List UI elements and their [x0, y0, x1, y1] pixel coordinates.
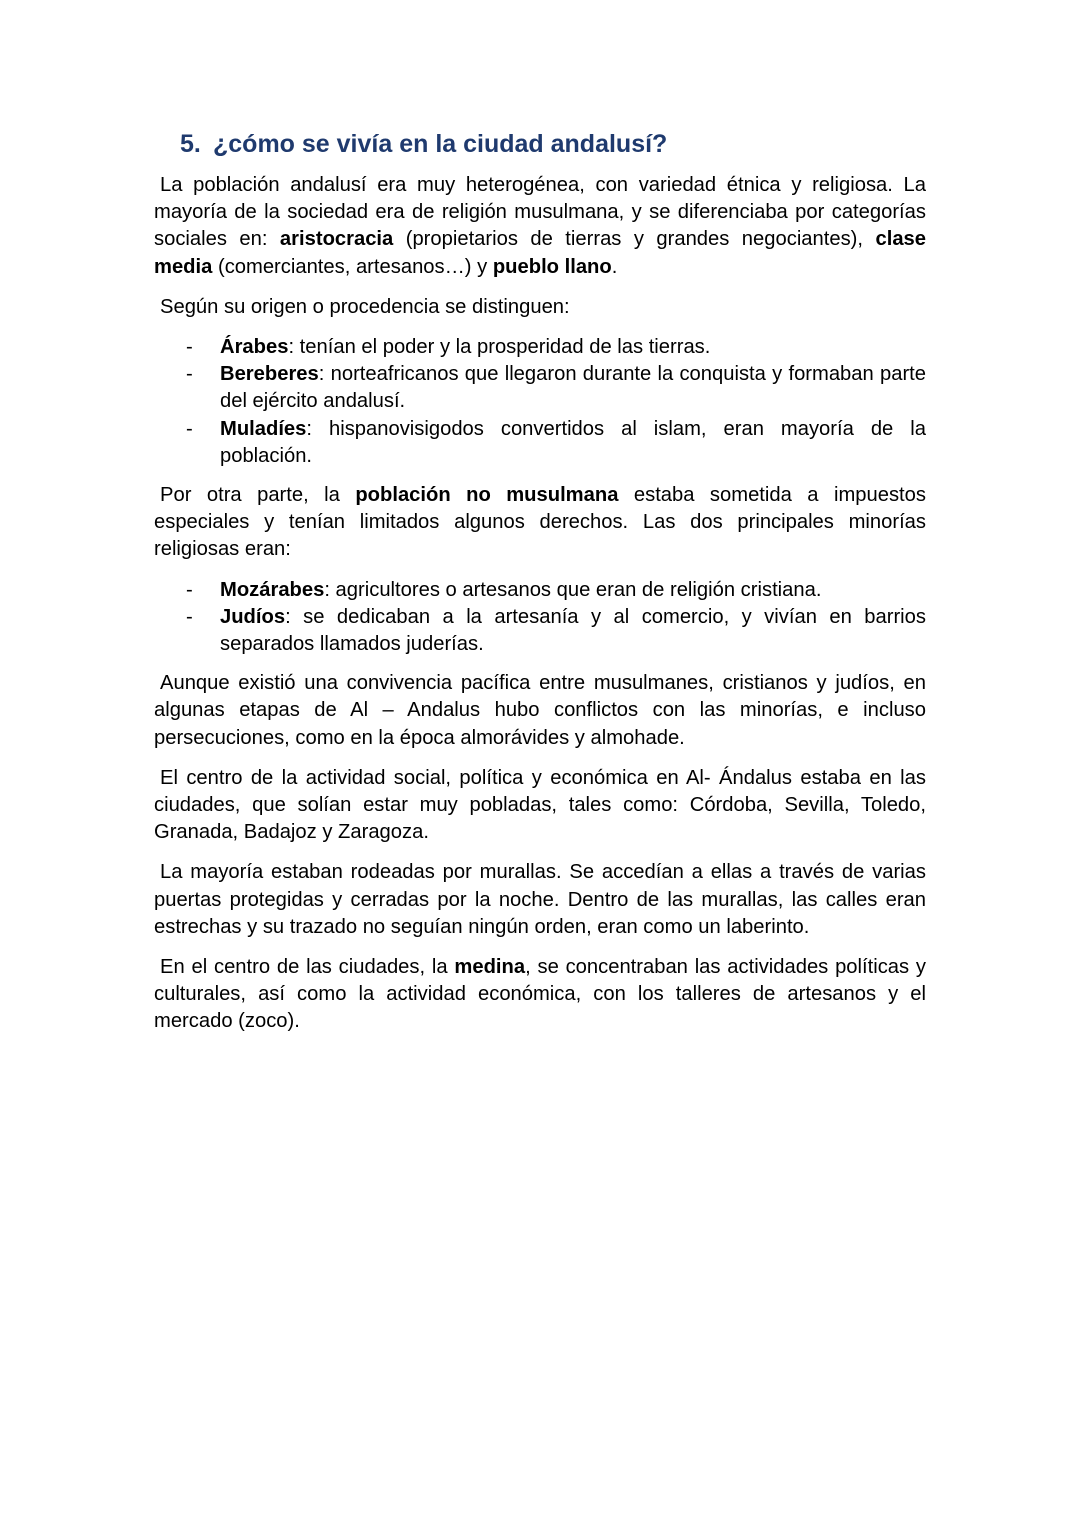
text-run: En el centro de las ciudades, la [160, 956, 455, 979]
list-item-term: Judíos [220, 605, 286, 628]
list-item-arabes [154, 334, 926, 361]
text-run: , se concentraban las actividades políticas y culturales, así como la actividad económica, con los talleres de artesanos y el mercado (zoco). [154, 956, 926, 1033]
list-item-judios [154, 604, 926, 658]
paragraph-coexistence: Aunque existió una convivencia pacífica entre musulmanes, cristianos y judíos, en algunas etapas de Al – Andalus hubo conflictos con las minorías, e incluso persecuciones, como en la época almorávides y almohade. [154, 672, 926, 749]
list-item-text: : se dedicaban a la artesanía y al comercio, y vivían en barrios separados llamados juderías. [220, 605, 926, 656]
text-run: estaba sometida a impuestos especiales y tenían limitados algunos derechos. Las dos principales minorías religiosas eran: [154, 484, 926, 561]
bold-term-clase-media: clase media [154, 228, 927, 278]
dash-bullet: - [186, 605, 193, 628]
document-page [154, 126, 926, 1049]
bold-term-medina: medina [454, 956, 526, 979]
paragraph-non-muslim [154, 482, 926, 564]
list-item-text: : agricultores o artesanos que eran de religión cristiana. [324, 578, 822, 601]
list-item-text: : tenían el poder y la prosperidad de las tierras. [288, 336, 711, 359]
list-item-term: Mozárabes [220, 578, 325, 601]
bold-term-aristocracia: aristocracia [279, 228, 394, 251]
text-run: La población andalusí era muy heterogénea, con variedad étnica y religiosa. La mayoría de la sociedad era de religión musulmana, y se diferenciaba por categorías sociales en: [154, 174, 926, 251]
section-heading [180, 126, 926, 162]
list-item-text: : norteafricanos que llegaron durante la conquista y formaban parte del ejército andalusí. [220, 363, 926, 413]
section-title: ¿cómo se vivía en la ciudad andalusí? [213, 130, 668, 158]
paragraph-population [154, 172, 926, 281]
origin-group-list [154, 334, 926, 470]
minority-list [154, 577, 926, 659]
dash-bullet: - [186, 363, 193, 386]
text-run: (propietarios de tierras y grandes negociantes), [393, 228, 876, 251]
dash-bullet: - [186, 417, 193, 440]
text-run: Por otra parte, la [160, 484, 356, 507]
list-item-muladies [154, 416, 926, 470]
bold-term-pueblo-llano: pueblo llano [492, 255, 612, 278]
paragraph-cities: El centro de la actividad social, política y económica en Al- Ándalus estaba en las ciudades, que solían estar muy pobladas, tales como: Córdoba, Sevilla, Toledo, Granada, Badajoz y Zaragoza. [154, 766, 926, 844]
list-item-term: Bereberes [220, 363, 319, 386]
list-item-text: : hispanovisigodos convertidos al islam, eran mayoría de la población. [220, 417, 926, 467]
text-run: . [611, 255, 618, 278]
list-item-term: Árabes [220, 336, 289, 359]
paragraph-walls: La mayoría estaban rodeadas por murallas. Se accedían a ellas a través de varias puertas protegidas y cerradas por la noche. Dentro de las murallas, las calles eran estrechas y su trazado no seguían ningún orden, eran como un laberinto. [154, 861, 926, 938]
text-run: (comerciantes, artesanos…) y [212, 255, 493, 278]
dash-bullet: - [186, 336, 193, 359]
dash-bullet: - [186, 578, 193, 601]
paragraph-medina [154, 954, 926, 1036]
paragraph-origin-intro: Según su origen o procedencia se distinguen: [160, 295, 570, 318]
list-item-bereberes [154, 361, 926, 415]
list-item-mozarabes [154, 577, 926, 604]
bold-term-poblacion-no-musulmana: población no musulmana [355, 484, 619, 507]
section-number: 5. [180, 130, 201, 158]
list-item-term: Muladíes [220, 417, 307, 440]
